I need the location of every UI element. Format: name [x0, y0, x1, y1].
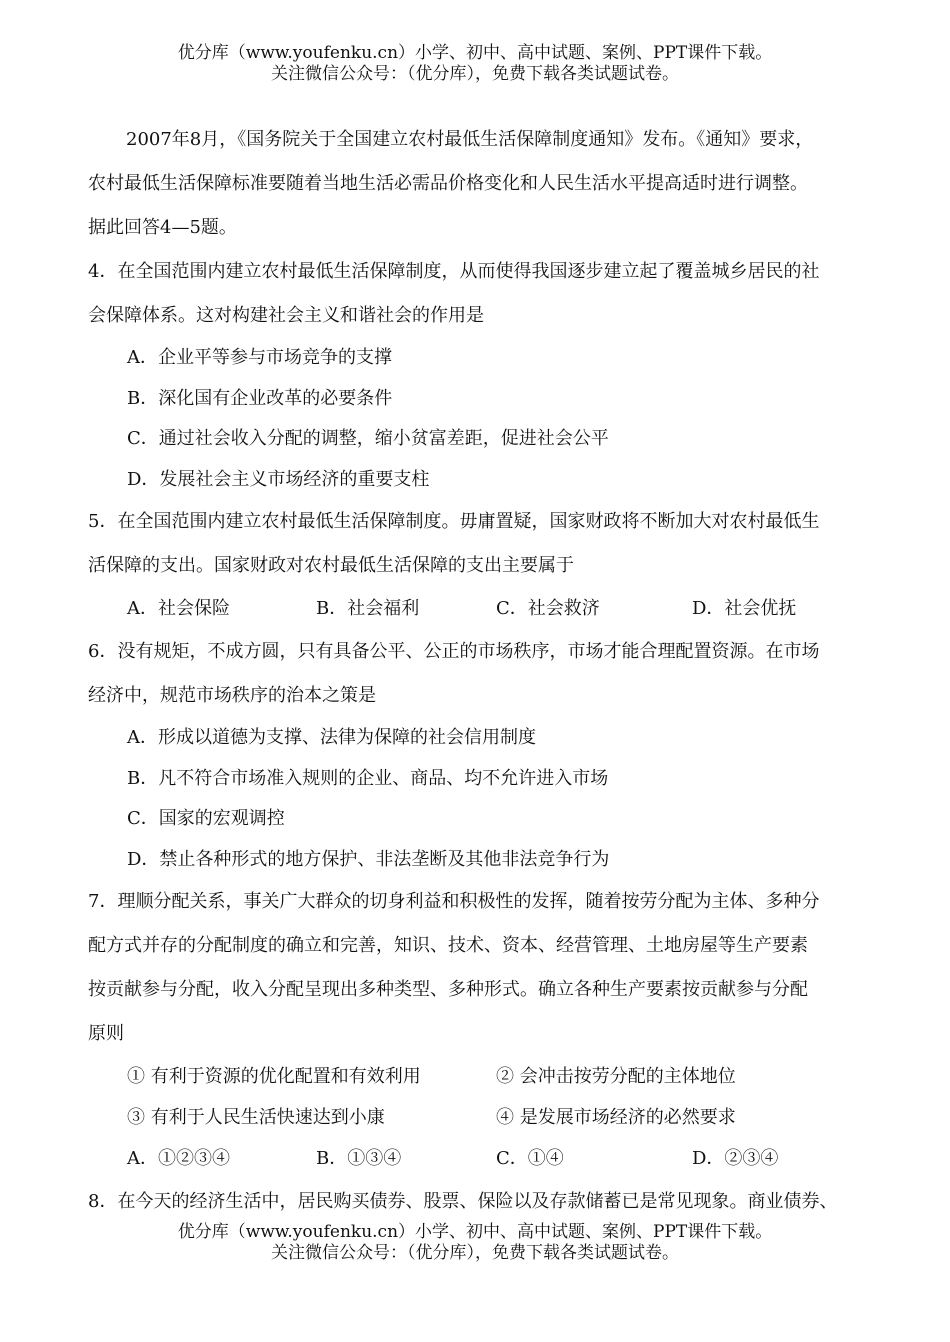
question-7-stem-line-3: 按贡献参与分配，收入分配呈现出多种类型、多种形式。确立各种生产要素按贡献参与分配: [88, 979, 808, 1000]
intro-line-3: 据此回答4—5题。: [88, 217, 237, 238]
question-5-stem-line-2: 活保障的支出。国家财政对农村最低生活保障的支出主要属于: [88, 555, 574, 576]
question-5: [88, 500, 878, 630]
question-7-options: [88, 1138, 878, 1180]
question-6: [88, 630, 878, 880]
question-6-stem-line-2: 经济中，规范市场秩序的治本之策是: [88, 685, 376, 706]
question-7-option-c: C．①④: [496, 1148, 564, 1169]
question-7-option-a: A．①②③④: [127, 1148, 230, 1169]
question-4: [88, 250, 878, 500]
question-5-option-b: B．社会福利: [316, 598, 420, 619]
question-7-option-b: B．①③④: [316, 1148, 402, 1169]
footer-line-2: 关注微信公众号：（优分库），免费下载各类试题试卷。: [271, 1243, 679, 1263]
question-6-stem-line-1: 6．没有规矩，不成方圆，只有具备公平、公正的市场秩序，市场才能合理配置资源。在市场: [88, 641, 820, 662]
question-6-option-a: A．形成以道德为支撑、法律为保障的社会信用制度: [127, 727, 536, 748]
question-7-stem-line-2: 配方式并存的分配制度的确立和完善，知识、技术、资本、经营管理、土地房屋等生产要素: [88, 935, 808, 956]
header-line-1: 优分库（www.youfenku.cn）小学、初中、高中试题、案例、PPT课件下载。: [177, 43, 773, 63]
question-7-statement-2: ② 会冲击按劳分配的主体地位: [496, 1066, 736, 1087]
document-body: [88, 118, 878, 1224]
intro-paragraph: [88, 118, 878, 250]
question-5-options: [88, 588, 878, 630]
page-footer: [0, 1222, 950, 1264]
question-6-option-d: D．禁止各种形式的地方保护、非法垄断及其他非法竞争行为: [127, 848, 610, 870]
page-header: [0, 43, 950, 85]
question-7-statement-4: ④ 是发展市场经济的必然要求: [496, 1107, 736, 1128]
question-5-stem-line-1: 5．在全国范围内建立农村最低生活保障制度。毋庸置疑，国家财政将不断加大对农村最低生: [88, 511, 820, 532]
question-5-option-c: C．社会救济: [496, 598, 600, 619]
question-6-option-b: B．凡不符合市场准入规则的企业、商品、均不允许进入市场: [127, 767, 609, 789]
question-7-statement-1: ① 有利于资源的优化配置和有效利用: [127, 1066, 421, 1087]
question-4-option-a: A．企业平等参与市场竞争的支撑: [127, 347, 392, 368]
question-7-statement-3: ③ 有利于人民生活快速达到小康: [127, 1107, 385, 1128]
footer-line-1: 优分库（www.youfenku.cn）小学、初中、高中试题、案例、PPT课件下载。: [177, 1222, 773, 1242]
question-7-option-d: D．②③④: [692, 1148, 779, 1169]
intro-line-1: 2007年8月，《国务院关于全国建立农村最低生活保障制度通知》发布。《通知》要求，: [126, 129, 814, 150]
question-6-option-c: C．国家的宏观调控: [127, 808, 285, 829]
question-7-stem-line-4: 原则: [88, 1023, 124, 1044]
question-4-stem-line-1: 4．在全国范围内建立农村最低生活保障制度，从而使得我国逐步建立起了覆盖城乡居民的社: [88, 261, 820, 282]
question-5-option-d: D．社会优抚: [692, 598, 797, 619]
question-7-statements-row-2: [88, 1097, 878, 1138]
question-7-statements-row-1: [88, 1056, 878, 1097]
question-4-option-c: C．通过社会收入分配的调整，缩小贫富差距，促进社会公平: [127, 428, 609, 449]
header-line-2: 关注微信公众号：（优分库），免费下载各类试题试卷。: [271, 64, 679, 84]
question-4-stem-line-2: 会保障体系。这对构建社会主义和谐社会的作用是: [88, 305, 484, 326]
question-4-option-b: B．深化国有企业改革的必要条件: [127, 387, 393, 409]
question-7-stem-line-1: 7．理顺分配关系，事关广大群众的切身利益和积极性的发挥，随着按劳分配为主体、多种分: [88, 891, 820, 912]
question-8: [88, 1180, 878, 1224]
intro-line-2: 农村最低生活保障标准要随着当地生活必需品价格变化和人民生活水平提高适时进行调整。: [88, 173, 808, 194]
question-7: [88, 880, 878, 1180]
question-4-option-d: D．发展社会主义市场经济的重要支柱: [127, 468, 430, 490]
question-5-option-a: A．社会保险: [127, 598, 230, 619]
question-8-stem-line-1: 8．在今天的经济生活中，居民购买债券、股票、保险以及存款储蓄已是常见现象。商业债券、: [88, 1191, 838, 1212]
